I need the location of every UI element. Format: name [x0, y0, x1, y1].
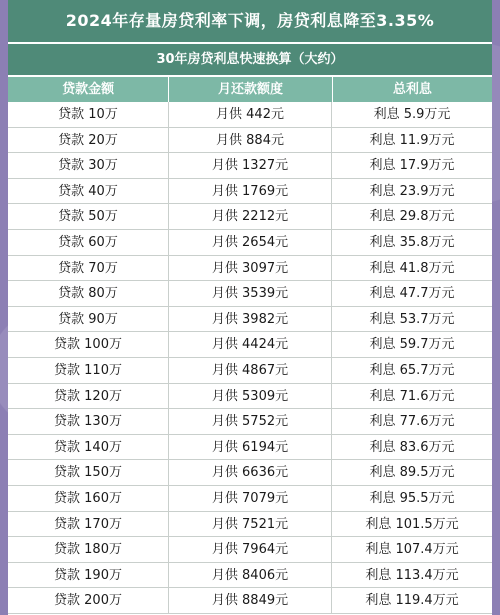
table-row [8, 358, 492, 384]
loan-amount-cell: 贷款 180万 [8, 537, 169, 562]
monthly-payment-cell: 月供 3097元 [169, 256, 332, 281]
total-interest-cell: 利息 89.5万元 [369, 465, 455, 481]
monthly-payment-cell: 月供 884元 [169, 128, 332, 153]
table-row [8, 153, 492, 179]
table-row [8, 435, 492, 461]
monthly-payment-cell: 月供 442元 [169, 102, 332, 127]
total-interest-cell: 利息 29.8万元 [369, 209, 455, 225]
monthly-payment-cell: 月供 4867元 [169, 358, 332, 383]
total-interest-cell: 利息 107.4万元 [365, 542, 459, 558]
table-row [8, 409, 492, 435]
table-row [8, 512, 492, 538]
total-interest-cell: 利息 113.4万元 [365, 567, 459, 583]
loan-amount-cell: 贷款 10万 [8, 102, 169, 127]
header-monthly-payment: 月还款额度 [169, 77, 332, 102]
total-interest-cell: 利息 119.4万元 [365, 593, 459, 609]
loan-amount-cell: 贷款 70万 [8, 256, 169, 281]
loan-amount-cell: 贷款 130万 [8, 409, 169, 434]
loan-amount-cell: 贷款 50万 [8, 204, 169, 229]
table-row [8, 256, 492, 282]
total-interest-cell: 利息 71.6万元 [369, 388, 455, 404]
monthly-payment-cell: 月供 7079元 [169, 486, 332, 511]
monthly-payment-cell: 月供 7521元 [169, 512, 332, 537]
monthly-payment-cell: 月供 5309元 [169, 384, 332, 409]
table-header [8, 77, 492, 102]
table-subtitle: 30年房贷利息快速换算（大约） [8, 44, 492, 75]
monthly-payment-cell: 月供 1769元 [169, 179, 332, 204]
monthly-payment-cell: 月供 5752元 [169, 409, 332, 434]
page-title: 2024年存量房贷利率下调，房贷利息降至3.35% [8, 0, 492, 42]
table-row [8, 102, 492, 128]
table-row [8, 537, 492, 563]
total-interest-cell: 利息 65.7万元 [369, 362, 455, 378]
total-interest-cell: 利息 77.6万元 [369, 414, 455, 430]
monthly-payment-cell: 月供 2212元 [169, 204, 332, 229]
table-row [8, 230, 492, 256]
table-row [8, 179, 492, 205]
monthly-payment-cell: 月供 3539元 [169, 281, 332, 306]
monthly-payment-cell: 月供 1327元 [169, 153, 332, 178]
loan-amount-cell: 贷款 120万 [8, 384, 169, 409]
loan-amount-cell: 贷款 160万 [8, 486, 169, 511]
loan-amount-cell: 贷款 60万 [8, 230, 169, 255]
table-row [8, 588, 492, 614]
loan-amount-cell: 贷款 30万 [8, 153, 169, 178]
monthly-payment-cell: 月供 4424元 [169, 332, 332, 357]
total-interest-cell: 利息 23.9万元 [369, 183, 455, 199]
table-row [8, 204, 492, 230]
table-body [8, 102, 492, 614]
monthly-payment-cell: 月供 8849元 [169, 588, 332, 613]
loan-amount-cell: 贷款 80万 [8, 281, 169, 306]
monthly-payment-cell: 月供 7964元 [169, 537, 332, 562]
monthly-payment-cell: 月供 3982元 [169, 307, 332, 332]
total-interest-cell: 利息 59.7万元 [369, 337, 455, 353]
total-interest-cell: 利息 95.5万元 [369, 490, 455, 506]
total-interest-cell: 利息 11.9万元 [369, 132, 455, 148]
loan-amount-cell: 贷款 150万 [8, 460, 169, 485]
monthly-payment-cell: 月供 6636元 [169, 460, 332, 485]
loan-amount-cell: 贷款 140万 [8, 435, 169, 460]
table-row [8, 281, 492, 307]
total-interest-cell: 利息 41.8万元 [369, 260, 455, 276]
loan-amount-cell: 贷款 90万 [8, 307, 169, 332]
table-row [8, 307, 492, 333]
table-row [8, 384, 492, 410]
total-interest-cell: 利息 53.7万元 [369, 311, 455, 327]
loan-amount-cell: 贷款 20万 [8, 128, 169, 153]
loan-amount-cell: 贷款 110万 [8, 358, 169, 383]
loan-amount-cell: 贷款 100万 [8, 332, 169, 357]
total-interest-cell: 利息 5.9万元 [373, 107, 451, 122]
table-row [8, 563, 492, 589]
monthly-payment-cell: 月供 2654元 [169, 230, 332, 255]
total-interest-cell: 利息 101.5万元 [365, 516, 459, 532]
total-interest-cell: 利息 17.9万元 [369, 158, 455, 174]
monthly-payment-cell: 月供 6194元 [169, 435, 332, 460]
monthly-payment-cell: 月供 8406元 [169, 563, 332, 588]
loan-amount-cell: 贷款 200万 [8, 588, 169, 613]
loan-amount-cell: 贷款 170万 [8, 512, 169, 537]
total-interest-cell: 利息 83.6万元 [369, 439, 455, 455]
header-total-interest: 总利息 [392, 82, 432, 97]
loan-amount-cell: 贷款 190万 [8, 563, 169, 588]
table-row [8, 486, 492, 512]
table-row [8, 332, 492, 358]
total-interest-cell: 利息 35.8万元 [369, 234, 455, 250]
header-loan-amount: 贷款金额 [8, 77, 169, 102]
loan-table-sheet [8, 0, 492, 615]
loan-amount-cell: 贷款 40万 [8, 179, 169, 204]
table-row [8, 128, 492, 154]
total-interest-cell: 利息 47.7万元 [369, 286, 455, 302]
table-row [8, 460, 492, 486]
